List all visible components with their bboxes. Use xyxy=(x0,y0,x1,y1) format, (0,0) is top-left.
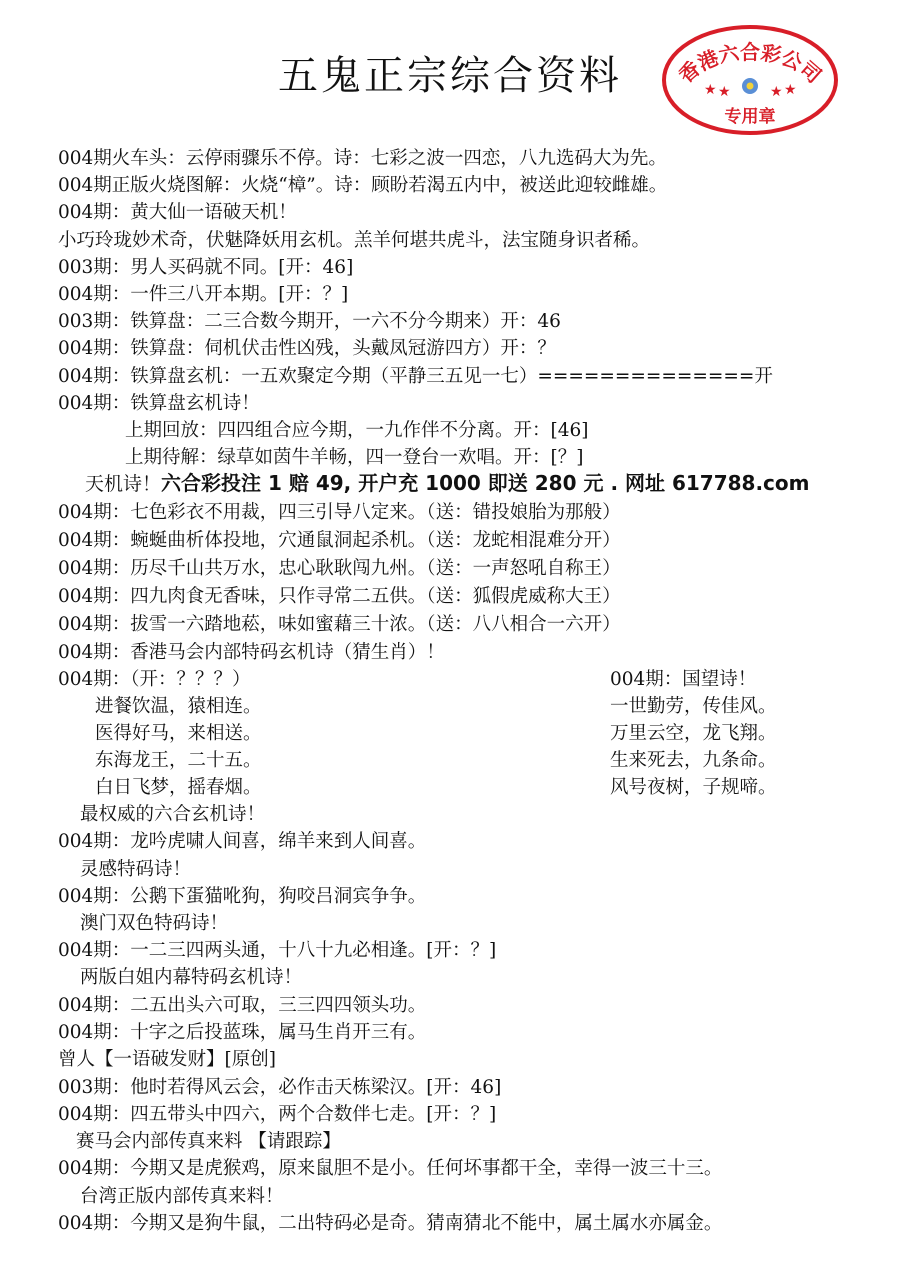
text-line: 004期：一件三八开本期。[开：？] xyxy=(58,284,349,305)
text-line: 004期：铁算盘玄机诗！ xyxy=(58,393,260,414)
promo-lead: 天机诗！ xyxy=(85,473,162,495)
poem-right-line: 风号夜树，子规啼。 xyxy=(610,777,777,798)
text-line: 004期：蜿蜒曲析体投地，穴通鼠洞起杀机。（送：龙蛇相混难分开） xyxy=(58,530,621,551)
text-line: 004期：香港马会内部特码玄机诗（猜生肖）！ xyxy=(58,642,445,663)
seal-flower-icon xyxy=(742,78,758,94)
poem-left-line: 白日飞梦，摇春烟。 xyxy=(95,777,262,798)
text-line: 004期：铁算盘玄机：一五欢聚定今期（平静三五见一七）==============开 xyxy=(58,366,773,387)
section-heading: 赛马会内部传真来料 【请跟踪】 xyxy=(76,1131,341,1152)
poem-left-line: 医得好马，来相送。 xyxy=(95,723,262,744)
text-line: 上期待解：绿草如茵牛羊畅，四一登台一欢唱。开：[？] xyxy=(125,447,584,468)
text-line: 004期：（开：？？？） xyxy=(58,669,251,690)
svg-text:★: ★ xyxy=(704,82,717,98)
section-heading: 灵感特码诗！ xyxy=(80,859,192,880)
company-seal-stamp xyxy=(660,24,840,136)
poem-right-line: 一世勤劳，传佳风。 xyxy=(610,696,777,717)
seal-bottom-text: 专用章 xyxy=(724,107,776,127)
svg-text:★: ★ xyxy=(770,84,783,100)
promo-banner xyxy=(85,469,810,498)
seal-arc-text: 香港六合彩公司 xyxy=(673,39,827,88)
text-line: 004期：黄大仙一语破天机！ xyxy=(58,202,297,223)
text-line: 003期：铁算盘：二三合数今期开，一六不分今期来）开：46 xyxy=(58,311,561,332)
poem-right-line: 万里云空，龙飞翔。 xyxy=(610,723,777,744)
text-line: 004期：今期又是狗牛鼠，二出特码必是奇。猜南猜北不能中，属土属水亦属金。 xyxy=(58,1213,723,1234)
text-line: 004期火车头：云停雨骤乐不停。诗：七彩之波一四恋，八九选码大为先。 xyxy=(58,148,667,169)
text-line: 004期：十字之后投蓝珠，属马生肖开三有。 xyxy=(58,1022,427,1043)
text-line: 004期：四九肉食无香味，只作寻常二五供。（送：狐假虎威称大王） xyxy=(58,586,621,607)
section-heading: 最权威的六合玄机诗！ xyxy=(80,804,266,825)
text-line: 004期：拔雪一六踏地菘，味如蜜藉三十浓。（送：八八相合一六开） xyxy=(58,614,621,635)
svg-text:★: ★ xyxy=(718,84,731,100)
poem-left-line: 进餐饮温，猿相连。 xyxy=(95,696,262,717)
page-title: 五鬼正宗综合资料 xyxy=(278,53,622,99)
text-line: 003期：男人买码就不同。[开：46] xyxy=(58,257,354,278)
text-line: 003期：他时若得风云会，必作击天栋梁汉。[开：46] xyxy=(58,1077,502,1098)
poem-left-line: 东海龙王，二十五。 xyxy=(95,750,262,771)
text-line: 004期：今期又是虎猴鸡，原来鼠胆不是小。任何坏事都干全，幸得一波三十三。 xyxy=(58,1158,723,1179)
poem-right-title: 004期：国望诗！ xyxy=(610,669,757,690)
text-line: 004期：一二三四两头通，十八十九必相逢。[开：？] xyxy=(58,940,497,961)
text-line: 004期：四五带头中四六，两个合数伴七走。[开：？] xyxy=(58,1104,497,1125)
section-heading: 曾人【一语破发财】[原创] xyxy=(58,1049,276,1070)
section-heading: 台湾正版内部传真来料！ xyxy=(80,1186,284,1207)
text-line: 004期：公鹅下蛋猫吪狗，狗咬吕洞宾争争。 xyxy=(58,886,427,907)
promo-text: 六合彩投注 1 赔 49, 开户充 1000 即送 280 元 . 网址 617788.com xyxy=(161,471,810,495)
text-line: 上期回放：四四组合应今期，一九作伴不分离。开：[46] xyxy=(125,420,589,441)
poem-right-line: 生来死去，九条命。 xyxy=(610,750,777,771)
section-heading: 澳门双色特码诗！ xyxy=(80,913,229,934)
text-line: 004期：历尽千山共万水，忠心耿耿闯九州。（送：一声怒吼自称王） xyxy=(58,558,621,579)
text-line: 004期：二五出头六可取，三三四四领头功。 xyxy=(58,995,427,1016)
text-line: 004期：铁算盘：伺机伏击性凶残，头戴凤冠游四方）开：？ xyxy=(58,338,556,359)
text-line: 004期正版火烧图解：火烧“樟”。诗：顾盼若渴五内中，被送此迎较雌雄。 xyxy=(58,175,668,196)
svg-text:★: ★ xyxy=(784,82,797,98)
text-line: 004期：七色彩衣不用裁，四三引导八定来。（送：错投娘胎为那般） xyxy=(58,502,621,523)
text-line: 004期：龙吟虎啸人间喜，绵羊来到人间喜。 xyxy=(58,831,427,852)
text-line: 小巧玲珑妙术奇，伏魅降妖用玄机。羔羊何堪共虎斗，法宝随身识者稀。 xyxy=(58,230,651,251)
section-heading: 两版白姐内幕特码玄机诗！ xyxy=(80,967,303,988)
